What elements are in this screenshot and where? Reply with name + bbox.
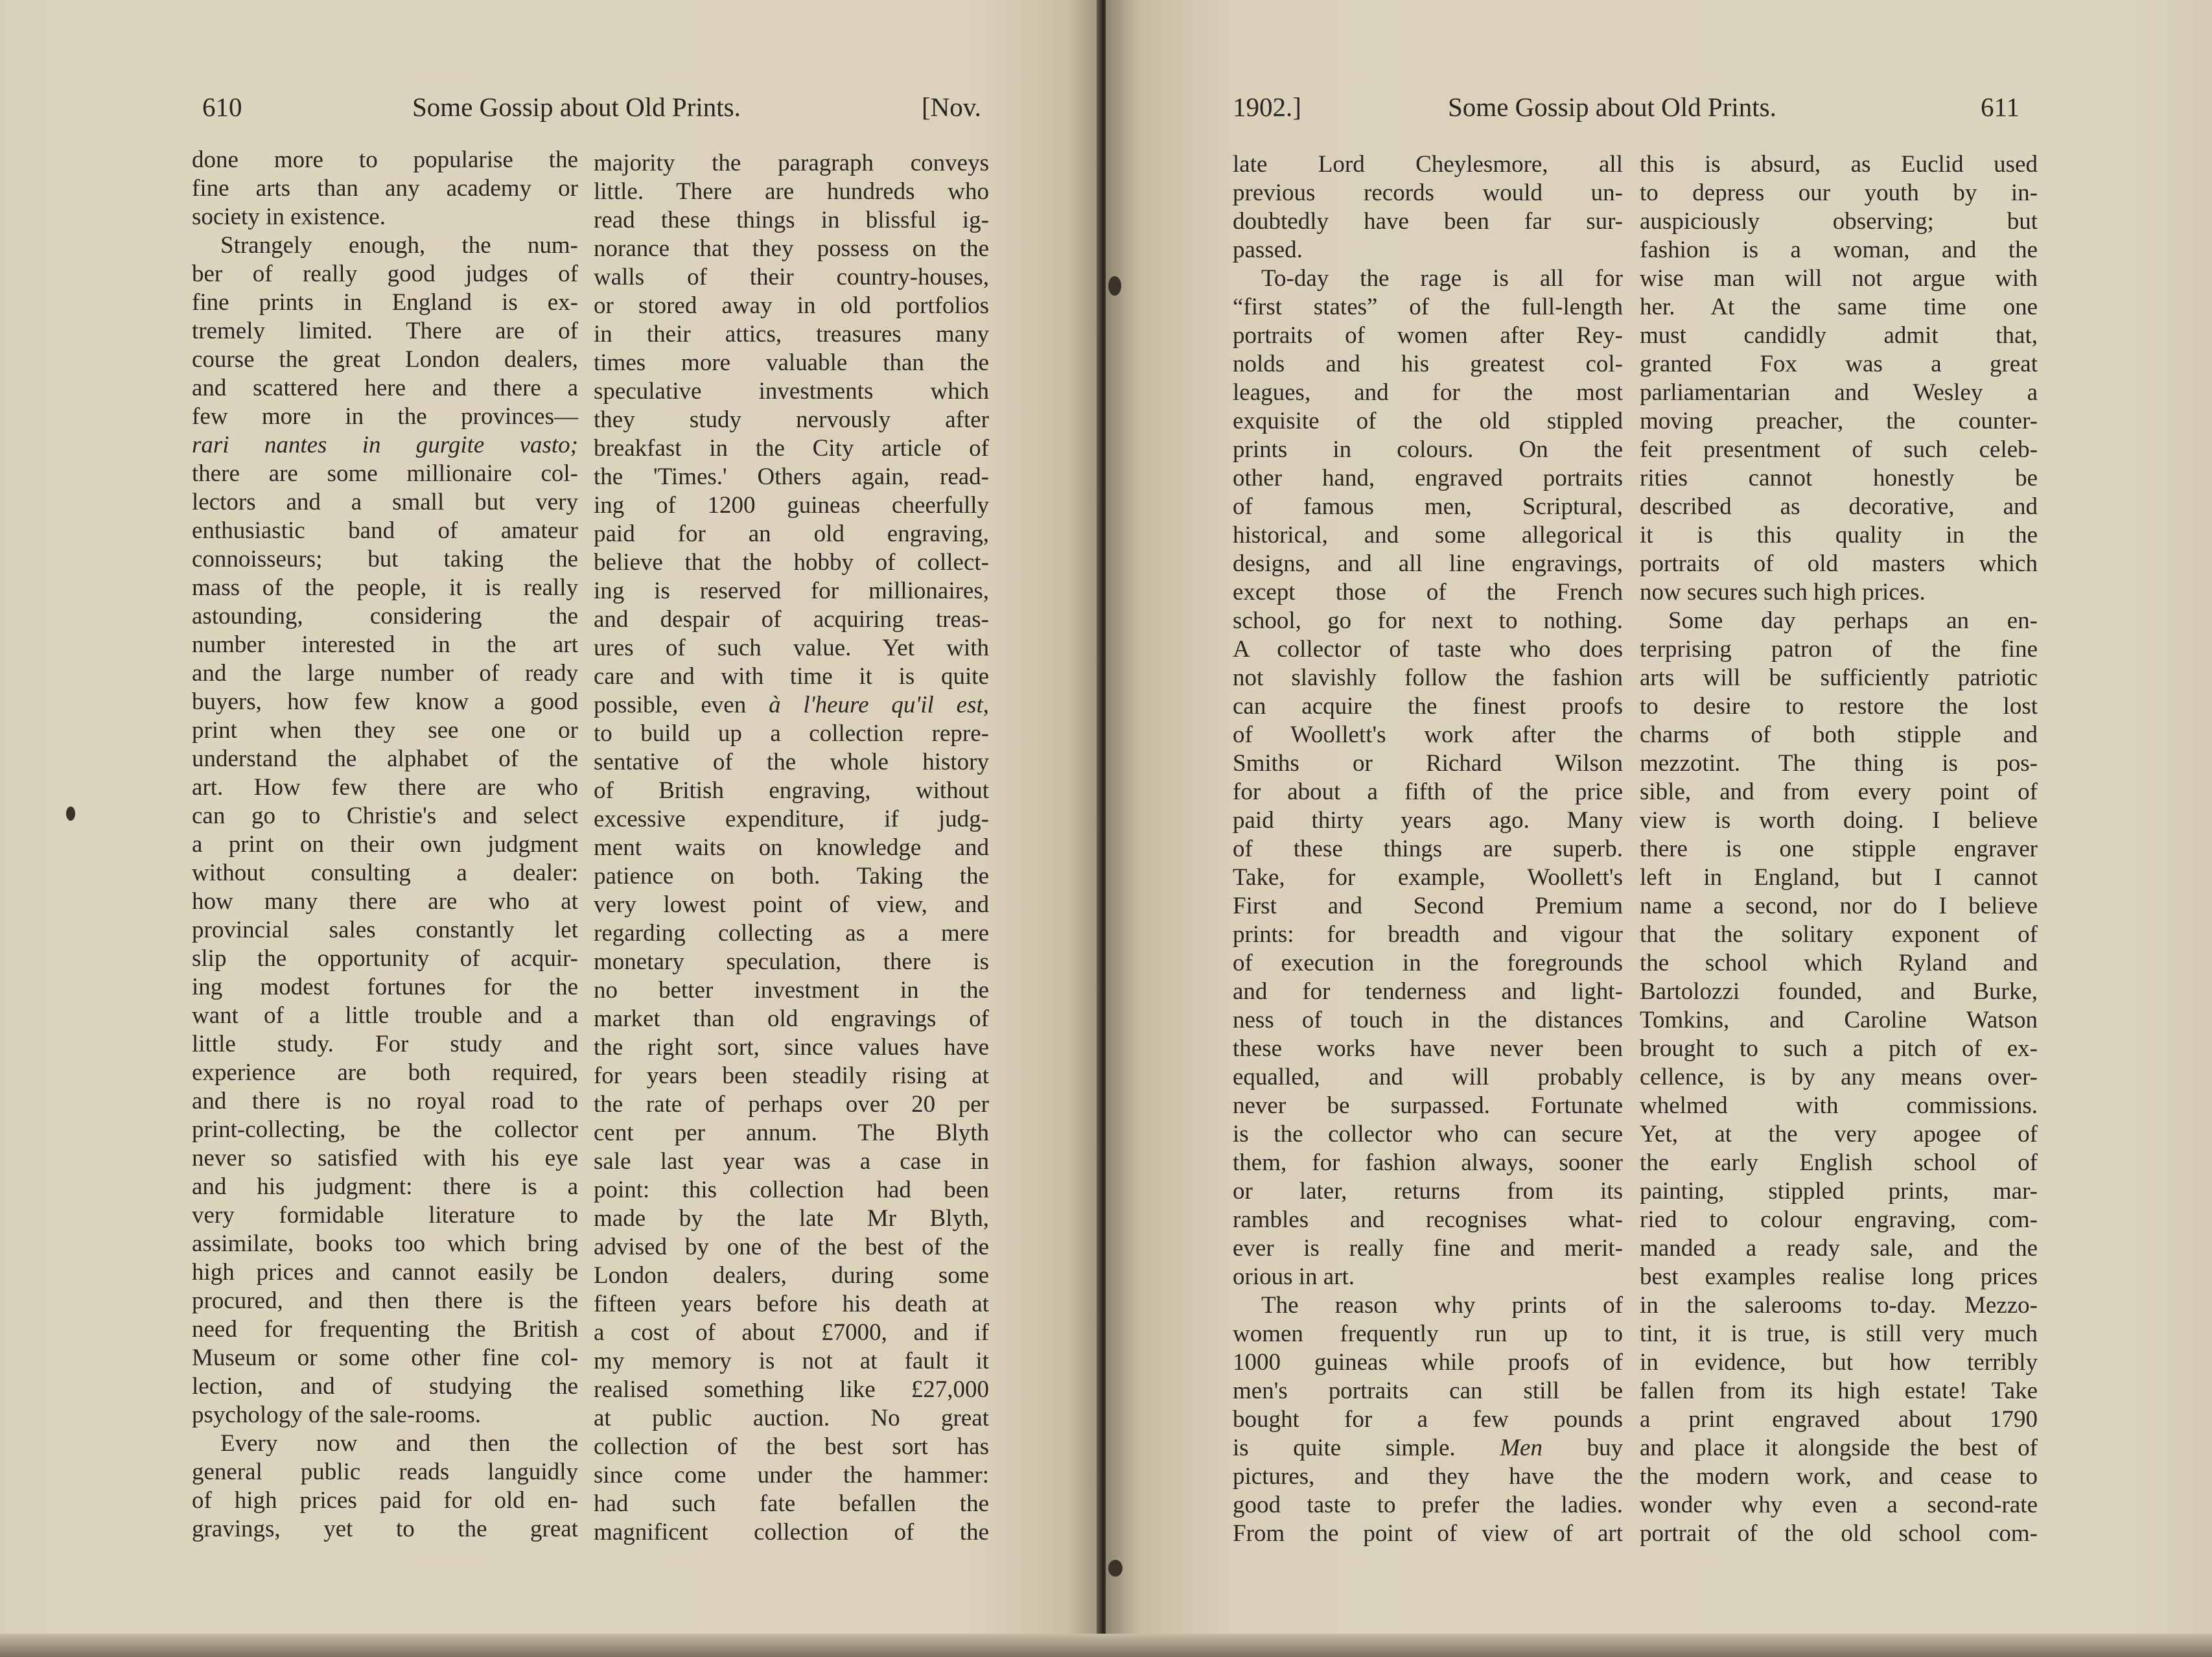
running-date-left: [Nov. (922, 92, 981, 122)
text-line: had such fate befallen the (594, 1490, 989, 1517)
left-page (0, 0, 1102, 1657)
text-line: “first states” of the full-length (1233, 294, 1623, 320)
text-line: at public auction. No great (594, 1405, 989, 1431)
text-line: portraits of old masters which (1640, 550, 2038, 577)
text-line: Tomkins, and Caroline Watson (1640, 1007, 2038, 1033)
text-line: the early English school of (1640, 1149, 2038, 1176)
text-line: parliamentarian and Wesley a (1640, 379, 2038, 406)
text-line: for about a fifth of the price (1233, 779, 1623, 805)
text-line: 1000 guineas while proofs of (1233, 1349, 1623, 1376)
text-line: them, for fashion always, sooner (1233, 1149, 1623, 1176)
ink-mark (66, 806, 75, 821)
text-line: print-collecting, be the collector (192, 1116, 578, 1143)
text-line: arts will be sufficiently patriotic (1640, 664, 2038, 691)
text-line: regarding collecting as a mere (594, 920, 989, 946)
text-line: gravings, yet to the great (192, 1516, 578, 1542)
text-line: this is absurd, as Euclid used (1640, 151, 2038, 178)
text-line: to build up a collection repre- (594, 720, 989, 747)
text-line: number interested in the art (192, 631, 578, 658)
text-line: rambles and recognises what- (1233, 1206, 1623, 1233)
text-line: or stored away in old portfolios (594, 292, 989, 319)
text-line: mezzotint. The thing is pos- (1640, 750, 2038, 777)
text-line: want of a little trouble and a (192, 1002, 578, 1029)
text-line: feit presentment of such celeb- (1640, 436, 2038, 463)
text-line: equalled, and will probably (1233, 1064, 1623, 1090)
text-line: passed. (1233, 237, 1303, 263)
text-line: lectors and a small but very (192, 489, 578, 515)
text-line: women frequently run up to (1233, 1321, 1623, 1347)
text-line: portrait of the old school com- (1640, 1520, 2038, 1547)
text-line: name a second, nor do I believe (1640, 893, 2038, 919)
text-line: ness of touch in the distances (1233, 1007, 1623, 1033)
text-line: paid thirty years ago. Many (1233, 807, 1623, 834)
text-line: for years been steadily rising at (594, 1063, 989, 1089)
text-line: can go to Christie's and select (192, 803, 578, 829)
text-line: ing modest fortunes for the (192, 974, 578, 1000)
text-line: cent per annum. The Blyth (594, 1120, 989, 1146)
text-line: prints in colours. On the (1233, 436, 1623, 463)
text-line: brought to such a pitch of ex- (1640, 1035, 2038, 1062)
text-line: Yet, at the very apogee of (1640, 1121, 2038, 1147)
text-line: provincial sales constantly let (192, 917, 578, 943)
text-line: mass of the people, it is really (192, 574, 578, 601)
text-line: excessive expenditure, if judg- (594, 806, 989, 832)
text-line: in the salerooms to-day. Mezzo- (1640, 1292, 2038, 1319)
text-line: and for tenderness and light- (1233, 978, 1623, 1005)
text-line: Museum or some other fine col- (192, 1345, 578, 1371)
text-line: A collector of taste who does (1233, 636, 1623, 663)
text-line: slip the opportunity of acquir- (192, 945, 578, 972)
text-line: procured, and then there is the (192, 1287, 578, 1314)
text-line: society in existence. (192, 204, 386, 230)
text-line: my memory is not at fault it (594, 1348, 989, 1374)
text-line: collection of the best sort has (594, 1433, 989, 1460)
text-line: speculative investments which (594, 378, 989, 405)
text-line: astounding, considering the (192, 603, 578, 629)
text-line: now secures such high prices. (1640, 579, 1926, 605)
text-line: terprising patron of the fine (1640, 636, 2038, 663)
text-line: the rate of perhaps over 20 per (594, 1091, 989, 1118)
text-line: portraits of women after Rey- (1233, 322, 1623, 349)
text-line: wise man will not argue with (1640, 265, 2038, 292)
text-line: her. At the same time one (1640, 294, 2038, 320)
text-line: a cost of about £7000, and if (594, 1319, 989, 1346)
text-line: fine arts than any academy or (192, 175, 578, 202)
text-line: granted Fox was a great (1640, 351, 2038, 377)
text-line: and his judgment: there is a (192, 1173, 578, 1200)
text-line: advised by one of the best of the (594, 1234, 989, 1260)
text-line: men's portraits can still be (1233, 1378, 1623, 1404)
text-line: rities cannot honestly be (1640, 465, 2038, 491)
text-line: cellence, is by any means over- (1640, 1064, 2038, 1090)
text-line: a print on their own judgment (192, 831, 578, 858)
text-line: experience are both required, (192, 1059, 578, 1086)
text-line: that the solitary exponent of (1640, 921, 2038, 948)
text-line: the 'Times.' Others again, read- (594, 464, 989, 490)
text-line: read these things in blissful ig- (594, 207, 989, 233)
text-line: understand the alphabet of the (192, 746, 578, 772)
text-line: fifteen years before his death at (594, 1291, 989, 1317)
text-line: there is one stipple engraver (1640, 836, 2038, 862)
text-line: tremely limited. There are of (192, 318, 578, 344)
text-line: a print engraved about 1790 (1640, 1406, 2038, 1433)
text-line: breakfast in the City article of (594, 435, 989, 462)
text-line: wonder why even a second-rate (1640, 1492, 2038, 1518)
text-line: realised something like £27,000 (594, 1376, 989, 1403)
text-line: and scattered here and there a (192, 375, 578, 401)
running-date-right: 1902.] (1233, 92, 1301, 122)
text-line: lection, and of studying the (192, 1373, 578, 1400)
text-line: school, go for next to nothing. (1233, 607, 1623, 634)
text-line: of British engraving, without (594, 777, 989, 804)
text-line: of Woollett's work after the (1233, 722, 1623, 748)
text-line: is quite simple. Men buy (1233, 1435, 1623, 1461)
text-line: course the great London dealers, (192, 346, 578, 373)
text-line: never be surpassed. Fortunate (1233, 1092, 1623, 1119)
text-line: ing is reserved for millionaires, (594, 578, 989, 604)
text-column-right-1 (1233, 150, 1623, 1548)
text-line: believe that the hobby of collect- (594, 549, 989, 576)
text-line: they study nervously after (594, 406, 989, 433)
text-line: Strangely enough, the num- (220, 232, 578, 259)
text-column-left-1 (192, 146, 578, 1544)
text-line: designs, and all line engravings, (1233, 550, 1623, 577)
text-line: little. There are hundreds who (594, 178, 989, 205)
text-line: First and Second Premium (1233, 893, 1623, 919)
text-line: and place it alongside the best of (1640, 1435, 2038, 1461)
text-line: psychology of the sale-rooms. (192, 1402, 481, 1428)
text-line: walls of their country-houses, (594, 264, 989, 290)
text-line: point: this collection had been (594, 1177, 989, 1203)
text-line: Some day perhaps an en- (1668, 607, 2038, 634)
page-number-right: 611 (1981, 92, 2020, 122)
text-line: Smiths or Richard Wilson (1233, 750, 1623, 777)
text-line: majority the paragraph conveys (594, 150, 989, 176)
text-line: print when they see one or (192, 717, 578, 744)
text-line: sentative of the whole history (594, 749, 989, 775)
text-line: described as decorative, and (1640, 493, 2038, 520)
text-line: market than old engravings of (594, 1005, 989, 1032)
text-line: not slavishly follow the fashion (1233, 664, 1623, 691)
text-line: view is worth doing. I believe (1640, 807, 2038, 834)
right-page (1106, 0, 2212, 1657)
text-line: To-day the rage is all for (1261, 265, 1623, 292)
text-line: it is this quality in the (1640, 522, 2038, 548)
text-line: charms of both stipple and (1640, 722, 2038, 748)
text-line: leagues, and for the most (1233, 379, 1623, 406)
text-line: historical, and some allegorical (1233, 522, 1623, 548)
text-line: painting, stippled prints, mar- (1640, 1178, 2038, 1205)
text-line: previous records would un- (1233, 180, 1623, 206)
text-line: fashion is a woman, and the (1640, 237, 2038, 263)
text-line: few more in the provinces— (192, 403, 578, 430)
binding-mark (1108, 276, 1121, 296)
text-line: done more to popularise the (192, 147, 578, 173)
text-line: ried to colour engraving, com- (1640, 1206, 2038, 1233)
text-line: these works have never been (1233, 1035, 1623, 1062)
text-line: monetary speculation, there is (594, 948, 989, 975)
text-line: must candidly admit that, (1640, 322, 2038, 349)
text-line: times more valuable than the (594, 349, 989, 376)
text-column-right-2 (1640, 150, 2038, 1548)
text-line: Every now and then the (220, 1430, 578, 1457)
text-line: to desire to restore the lost (1640, 693, 2038, 720)
text-line: patience on both. Taking the (594, 863, 989, 889)
text-line: very formidable literature to (192, 1202, 578, 1228)
text-line: in their attics, treasures many (594, 321, 989, 347)
text-line: best examples realise long prices (1640, 1263, 2038, 1290)
text-line: can acquire the finest proofs (1233, 693, 1623, 720)
text-line: general public reads languidly (192, 1459, 578, 1485)
text-line: and there is no royal road to (192, 1088, 578, 1114)
text-line: good taste to prefer the ladies. (1233, 1492, 1623, 1518)
text-line: tint, it is true, is still very much (1640, 1321, 2038, 1347)
text-line: and despair of acquiring treas- (594, 606, 989, 633)
text-line: except those of the French (1233, 579, 1623, 605)
text-line: connoisseurs; but taking the (192, 546, 578, 572)
text-line: other hand, engraved portraits (1233, 465, 1623, 491)
text-line: how many there are who at (192, 888, 578, 915)
text-line: without consulting a dealer: (192, 860, 578, 886)
text-line: fine prints in England is ex- (192, 289, 578, 316)
text-line: auspiciously observing; but (1640, 208, 2038, 235)
text-line: Take, for example, Woollett's (1233, 864, 1623, 891)
text-line: very lowest point of view, and (594, 891, 989, 918)
text-line: art. How few there are who (192, 774, 578, 801)
text-line: the school which Ryland and (1640, 950, 2038, 976)
text-line: the right sort, since values have (594, 1034, 989, 1061)
text-line: ever is really fine and merit- (1233, 1235, 1623, 1262)
text-line: of these things are superb. (1233, 836, 1623, 862)
text-line: in evidence, but how terribly (1640, 1349, 2038, 1376)
text-line: of famous men, Scriptural, (1233, 493, 1623, 520)
text-line: ber of really good judges of (192, 261, 578, 287)
text-line: rari nantes in gurgite vasto; (192, 432, 578, 458)
text-line: pictures, and they have the (1233, 1463, 1623, 1490)
text-line: exquisite of the old stippled (1233, 408, 1623, 434)
text-line: sale last year was a case in (594, 1148, 989, 1175)
text-line: enthusiastic band of amateur (192, 517, 578, 544)
text-line: never so satisfied with his eye (192, 1145, 578, 1171)
text-line: assimilate, books too which bring (192, 1230, 578, 1257)
binding-mark (1108, 1560, 1123, 1577)
text-line: fallen from its high estate! Take (1640, 1378, 2038, 1404)
text-line: sible, and from every point of (1640, 779, 2038, 805)
text-line: nolds and his greatest col- (1233, 351, 1623, 377)
text-line: there are some millionaire col- (192, 460, 578, 487)
text-line: ment waits on knowledge and (594, 834, 989, 861)
text-line: made by the late Mr Blyth, (594, 1205, 989, 1232)
text-line: From the point of view of art (1233, 1520, 1623, 1547)
text-line: the modern work, and cease to (1640, 1463, 2038, 1490)
text-line: since come under the hammer: (594, 1462, 989, 1488)
text-line: paid for an old engraving, (594, 521, 989, 547)
text-line: or later, returns from its (1233, 1178, 1623, 1205)
text-line: to depress our youth by in- (1640, 180, 2038, 206)
running-title-left: Some Gossip about Old Prints. (412, 92, 741, 122)
text-line: left in England, but I cannot (1640, 864, 2038, 891)
text-line: need for frequenting the British (192, 1316, 578, 1343)
text-line: whelmed with commissions. (1640, 1092, 2038, 1119)
text-column-left-2 (594, 149, 989, 1547)
text-line: ures of such value. Yet with (594, 635, 989, 661)
text-line: Bartolozzi founded, and Burke, (1640, 978, 2038, 1005)
text-line: late Lord Cheylesmore, all (1233, 151, 1623, 178)
text-line: no better investment in the (594, 977, 989, 1004)
text-line: norance that they possess on the (594, 235, 989, 262)
text-line: doubtedly have been far sur- (1233, 208, 1623, 235)
text-line: magnificent collection of the (594, 1519, 989, 1545)
text-line: moving preacher, the counter- (1640, 408, 2038, 434)
text-line: care and with time it is quite (594, 663, 989, 690)
text-line: The reason why prints of (1261, 1292, 1623, 1319)
text-line: is the collector who can secure (1233, 1121, 1623, 1147)
text-line: of execution in the foregrounds (1233, 950, 1623, 976)
text-line: and the large number of ready (192, 660, 578, 687)
text-line: buyers, how few know a good (192, 688, 578, 715)
page-bottom-edge (0, 1634, 2212, 1657)
text-line: high prices and cannot easily be (192, 1259, 578, 1286)
text-line: little study. For study and (192, 1031, 578, 1057)
text-line: orious in art. (1233, 1263, 1355, 1290)
page-number-left: 610 (202, 92, 242, 122)
text-line: prints: for breadth and vigour (1233, 921, 1623, 948)
text-line: of high prices paid for old en- (192, 1487, 578, 1514)
text-line: bought for a few pounds (1233, 1406, 1623, 1433)
running-title-right: Some Gossip about Old Prints. (1448, 92, 1776, 122)
text-line: ing of 1200 guineas cheerfully (594, 492, 989, 519)
text-line: possible, even à l'heure qu'il est, (594, 692, 990, 718)
text-line: manded a ready sale, and the (1640, 1235, 2038, 1262)
text-line: London dealers, during some (594, 1262, 989, 1289)
